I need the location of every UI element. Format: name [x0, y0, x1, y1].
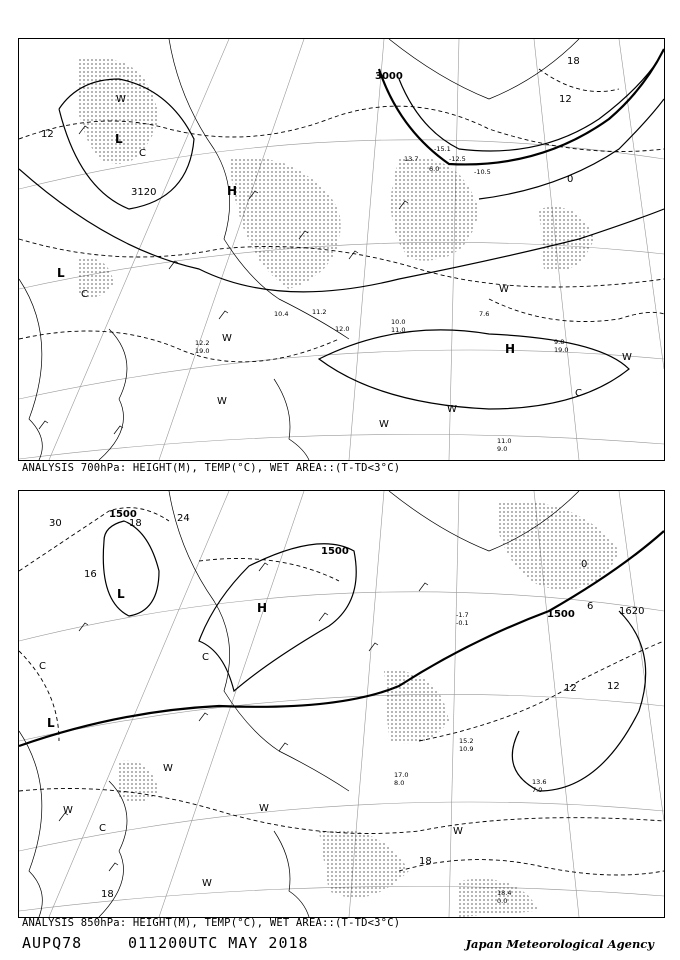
isotherm-label: 0	[581, 559, 588, 570]
station-value: -1.7	[456, 611, 469, 619]
warm-center-marker: W	[447, 404, 457, 415]
high-center-marker: H	[505, 342, 516, 356]
warm-center-marker: W	[622, 352, 632, 363]
station-value: 0.0	[497, 897, 508, 905]
station-value: 10.9	[459, 745, 474, 753]
cold-center-marker: C	[575, 388, 582, 399]
station-value: -0.1	[456, 619, 469, 627]
station-value: 8.0	[394, 779, 405, 787]
agency-name: Japan Meteorological Agency	[465, 937, 654, 951]
valid-time: 011200UTC MAY 2018	[128, 934, 309, 952]
station-value: 18.4	[497, 889, 512, 897]
station-value: 7.6	[479, 310, 490, 318]
cold-center-marker: C	[99, 823, 106, 834]
warm-center-marker: W	[453, 826, 463, 837]
station-value: 6.0	[429, 165, 440, 173]
warm-center-marker: W	[217, 396, 227, 407]
station-values	[394, 611, 546, 905]
isotherm-label: 12	[607, 681, 620, 692]
station-value: 12.0	[335, 325, 350, 333]
low-center-marker: L	[57, 266, 65, 280]
map-850hpa-canvas	[19, 491, 664, 917]
station-value: 15.2	[459, 737, 474, 745]
isotherm-label: 12	[41, 129, 54, 140]
cold-center-marker: C	[202, 652, 209, 663]
height-label: 1500	[321, 546, 349, 557]
warm-center-marker: W	[202, 878, 212, 889]
station-value: 11.2	[312, 308, 327, 316]
station-value: 19.0	[554, 346, 569, 354]
station-value: 17.0	[394, 771, 409, 779]
station-value: 12.2	[195, 339, 210, 347]
cold-center-marker: C	[39, 661, 46, 672]
high-center-marker: H	[227, 184, 238, 198]
cold-center-marker: C	[81, 289, 88, 300]
isotherm-label: 18	[419, 856, 432, 867]
high-center-marker: H	[257, 601, 268, 615]
station-value: 9.8	[554, 338, 565, 346]
station-value: -10.5	[474, 168, 491, 176]
isotherm-label: 30	[49, 518, 62, 529]
station-ticks	[59, 563, 428, 871]
warm-center-marker: W	[499, 284, 509, 295]
station-value: 10.4	[274, 310, 289, 318]
isotherm-label: 12	[564, 683, 577, 694]
isotherm-label: 18	[101, 889, 114, 900]
cold-center-marker: C	[139, 148, 146, 159]
station-value: 19.0	[195, 347, 210, 355]
analysis-850hpa-map	[18, 490, 665, 918]
height-label: 1500	[547, 609, 575, 620]
warm-center-marker: W	[63, 805, 73, 816]
station-value: -12.5	[449, 155, 466, 163]
station-value: 9.0	[497, 445, 508, 453]
caption-700hpa: ANALYSIS 700hPa: HEIGHT(M), TEMP(°C), WET AREA::(T-TD<3°C)	[22, 462, 401, 474]
warm-center-marker: W	[259, 803, 269, 814]
isotherm-label: 18	[567, 56, 580, 67]
wet-areas	[77, 58, 595, 298]
warm-center-marker: W	[222, 333, 232, 344]
low-center-marker: L	[115, 132, 123, 146]
analysis-700hpa-map	[18, 38, 665, 461]
caption-850hpa: ANALYSIS 850hPa: HEIGHT(M), TEMP(°C), WET AREA::(T-TD<3°C)	[22, 917, 401, 929]
station-value: 11.0	[391, 326, 406, 334]
station-value: 10.0	[391, 318, 406, 326]
map-700hpa-canvas	[19, 39, 664, 460]
warm-center-marker: W	[116, 94, 126, 105]
isotherm-label: 24	[177, 513, 190, 524]
chart-code: AUPQ78	[22, 934, 83, 952]
isotherm-label: 18	[129, 518, 142, 529]
station-value: 11.0	[497, 437, 512, 445]
isotherm-label: 0	[567, 174, 574, 185]
isotherm-label: 12	[559, 94, 572, 105]
warm-center-marker: W	[379, 419, 389, 430]
station-value: 7.0	[532, 786, 543, 794]
isotherm-label: 16	[84, 569, 97, 580]
low-center-marker: L	[47, 716, 55, 730]
station-value: -15.1	[434, 145, 451, 153]
station-value: 13.7	[404, 155, 419, 163]
height-label: 3120	[131, 187, 157, 198]
warm-center-marker: W	[163, 763, 173, 774]
height-label: 3000	[375, 71, 403, 82]
height-label: 1500	[109, 509, 137, 520]
low-center-marker: L	[117, 587, 125, 601]
station-value: 13.6	[532, 778, 547, 786]
height-label: 1620	[619, 606, 645, 617]
isotherm-label: 6	[587, 601, 594, 612]
